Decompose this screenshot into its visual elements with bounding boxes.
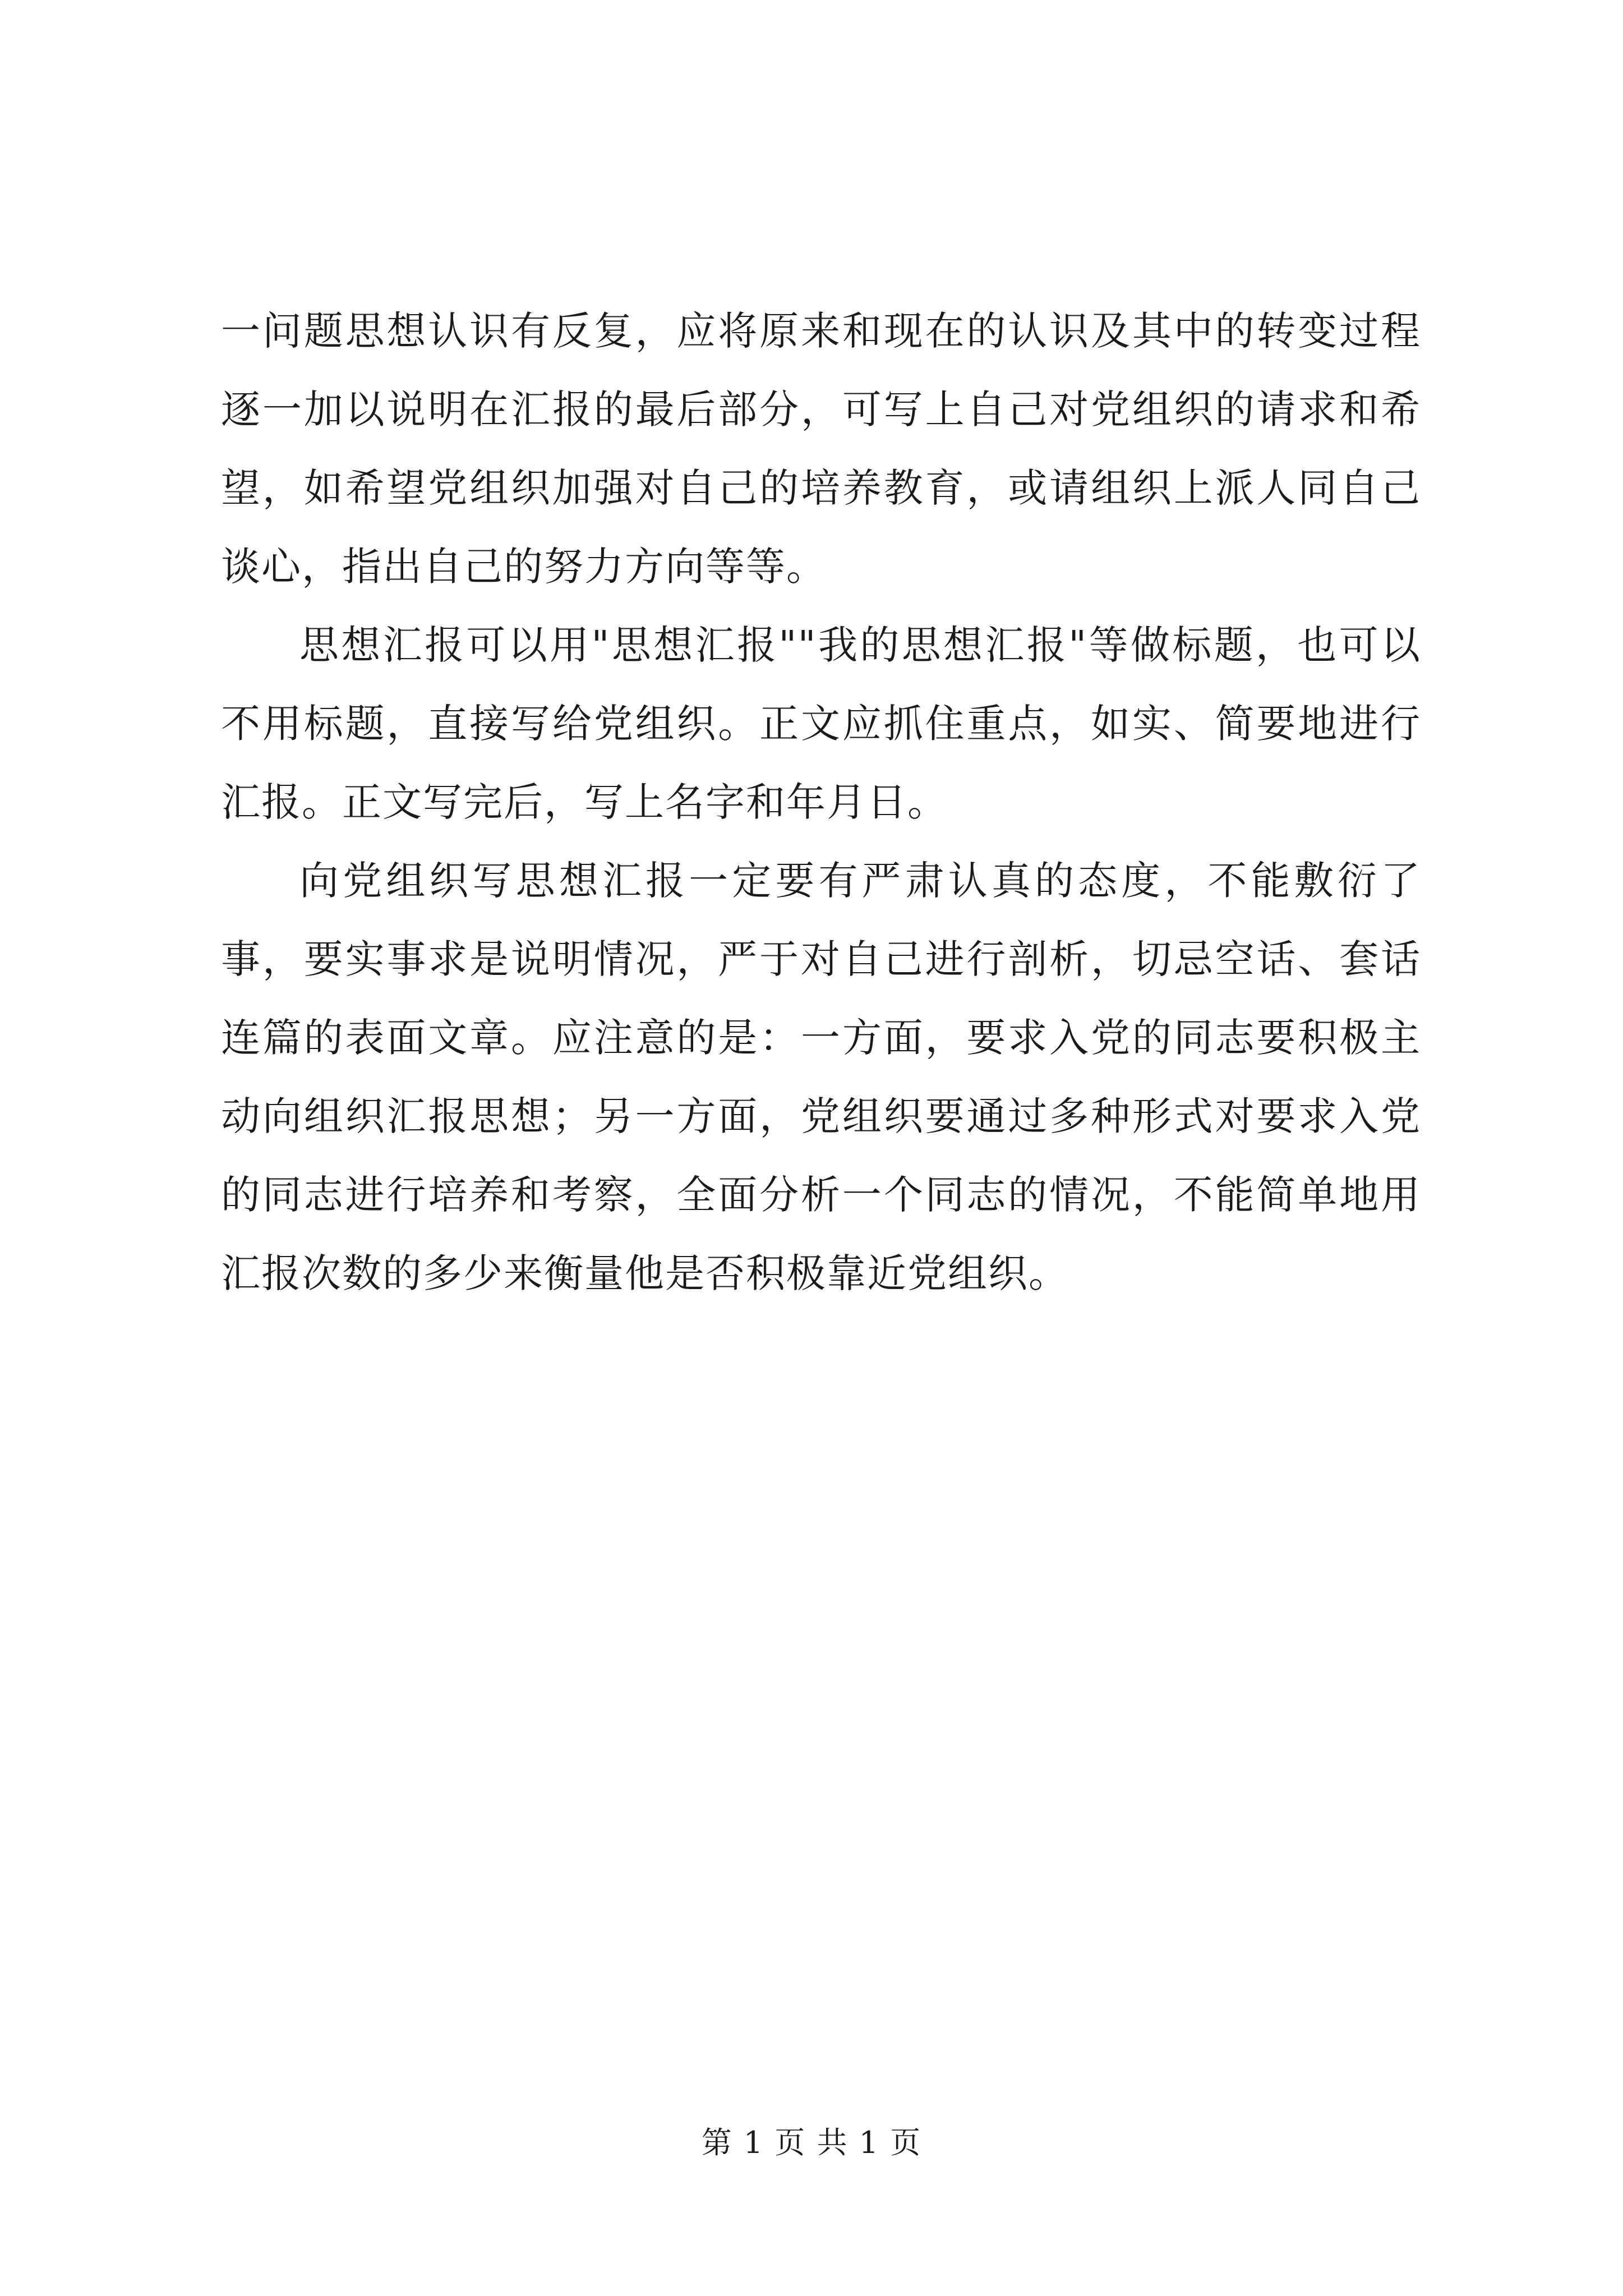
paragraph-title-guidance: 思想汇报可以用"思想汇报""我的思想汇报"等做标题，也可以不用标题，直接写给党组织。正文应抓住重点，如实、简要地进行汇报。正文写完后，写上名字和年月日。 xyxy=(221,622,1421,825)
document-body xyxy=(221,292,1421,1313)
paragraph-attitude-guidance: 向党组织写思想汇报一定要有严肃认真的态度，不能敷衍了事，要实事求是说明情况，严于对自己进行剖析，切忌空话、套话连篇的表面文章。应注意的是：一方面，要求入党的同志要积极主动向组织汇报思想；另一方面，党组织要通过多种形式对要求入党的同志进行培养和考察，全面分析一个同志的情况，不能简单地用汇报次数的多少来衡量他是否积极靠近党组织。 xyxy=(221,858,1421,1296)
paragraph-continuation: 一问题思想认识有反复，应将原来和现在的认识及其中的转变过程逐一加以说明在汇报的最后部分，可写上自己对党组织的请求和希望，如希望党组织加强对自己的培养教育，或请组织上派人同自己谈心，指出自己的努力方向等等。 xyxy=(221,308,1421,590)
page-number-footer: 第 1 页 共 1 页 xyxy=(701,2125,922,2160)
